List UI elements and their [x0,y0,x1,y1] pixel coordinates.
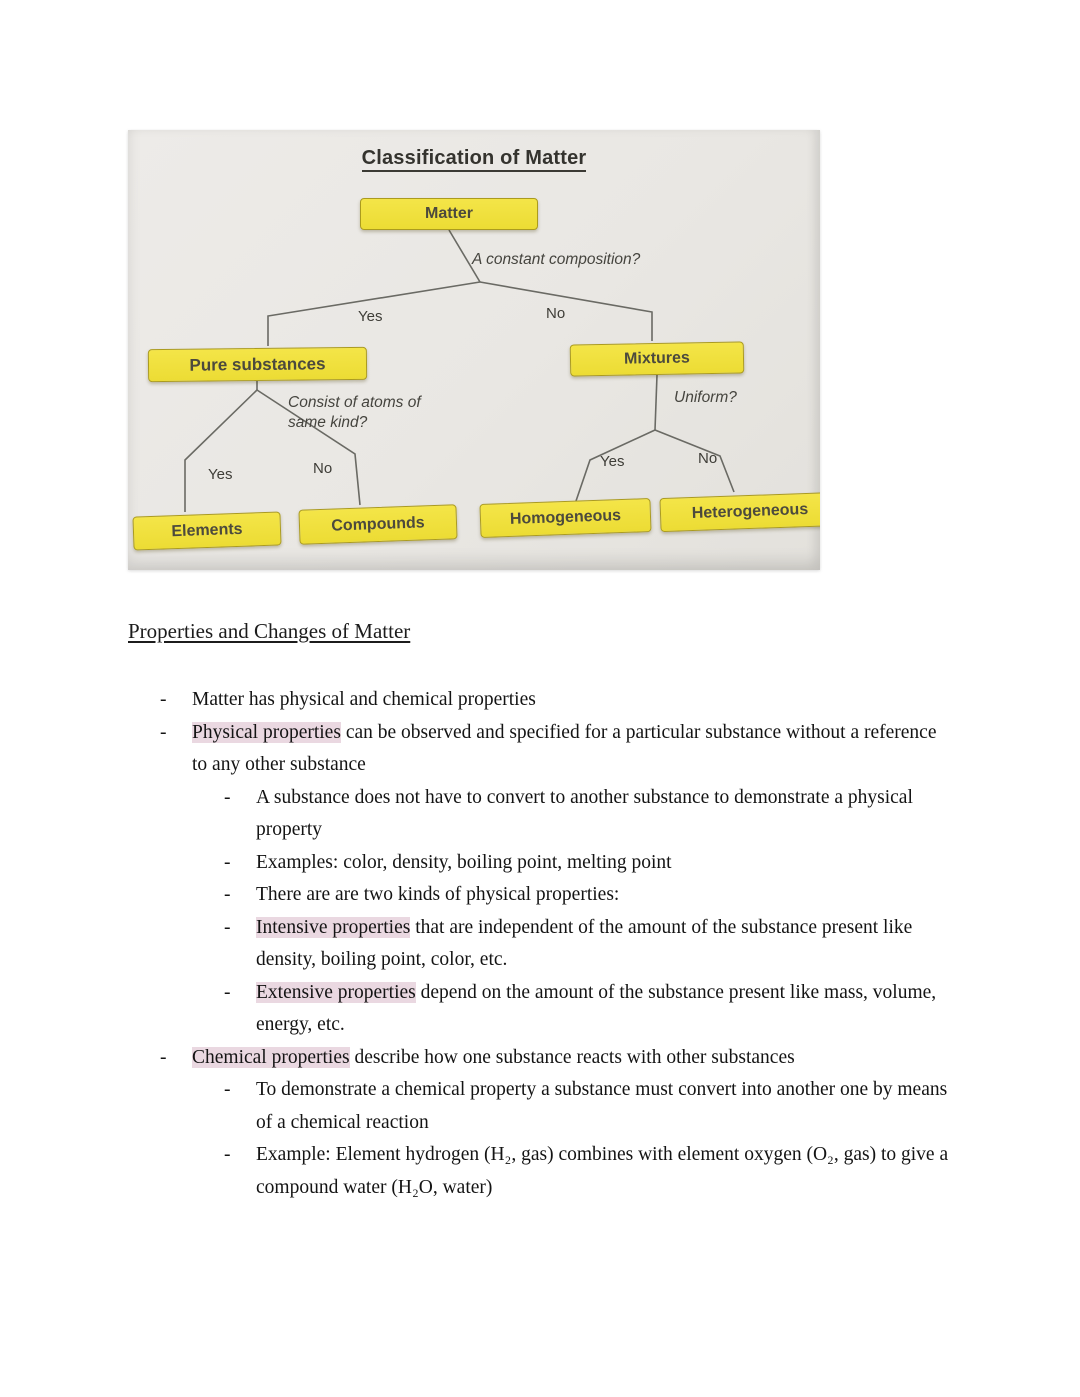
bullet-dash: - [224,786,231,808]
bullet-dash: - [224,851,231,873]
node-mixtures: Mixtures [570,341,745,376]
plain-text: that are independent of the amount of the substance present like density, boiling point, color, etc. [256,916,913,970]
question-constant-composition: A constant composition? [472,251,641,268]
bullet-dash: - [224,981,231,1003]
branch-label-no-3: No [698,450,718,467]
list-item-text [256,847,952,880]
list-item-text [256,782,952,847]
node-elements: Elements [132,511,281,550]
list-item [128,684,952,717]
plain-text: To demonstrate a chemical property a substance must convert into another one by means of a chemical reaction [256,1079,948,1133]
plain-text: A substance does not have to convert to another substance to demonstrate a physical property [256,786,913,840]
list-item [128,1139,952,1204]
node-pure-substances: Pure substances [148,347,367,382]
notes-section [128,616,952,1204]
section-heading: Properties and Changes of Matter [128,619,411,643]
highlighted-term: Physical properties [192,721,341,743]
figure-title: Classification of Matter [128,147,820,170]
list-item [128,782,952,847]
plain-text: Examples: color, density, boiling point, melting point [256,851,672,873]
list-item [128,717,952,782]
highlighted-term: Intensive properties [256,916,411,938]
list-item-text [256,1074,952,1139]
plain-text: Matter has physical and chemical properties [192,689,536,710]
bullet-dash: - [224,916,231,938]
plain-text: can be observed and specified for a particular substance without a reference to any other substance [192,721,937,775]
list-item-text [256,879,952,912]
list-item [128,847,952,880]
branch-label-yes-1: Yes [358,308,383,325]
node-heterogeneous: Heterogeneous [659,492,820,532]
list-item-text [256,912,952,977]
plain-text: depend on the amount of the substance present like mass, volume, energy, etc. [256,981,937,1035]
list-item-text [192,1042,952,1075]
plain-text: Example: Element hydrogen (H₂, gas) combines with element oxygen (O₂, gas) to give a compound water (H₂O, water) [256,1144,949,1198]
list-item [128,912,952,977]
highlighted-term: Chemical properties [192,1046,350,1068]
bullet-dash: - [160,689,167,710]
list-item [128,977,952,1042]
plain-text: describe how one substance reacts with other substances [349,1046,795,1068]
question-uniform: Uniform? [674,389,737,406]
question-atoms-same-kind: Consist of atoms of same kind? [288,394,421,431]
bullet-dash: - [224,884,231,905]
bullet-dash: - [160,721,167,743]
list-item-text [256,1139,952,1204]
bullet-dash: - [224,1079,231,1100]
list-item-text [256,977,952,1042]
node-compounds: Compounds [298,504,457,544]
notes-list [128,684,952,1204]
node-homogeneous: Homogeneous [479,498,651,538]
list-item [128,879,952,912]
bullet-dash: - [160,1046,167,1068]
branch-label-no-2: No [313,460,333,477]
classification-flowchart-image [128,130,820,570]
plain-text: There are are two kinds of physical properties: [256,884,620,905]
list-item-text [192,684,952,717]
branch-label-yes-3: Yes [600,453,625,470]
list-item [128,1074,952,1139]
highlighted-term: Extensive properties [256,981,416,1003]
list-item [128,1042,952,1075]
branch-label-no-1: No [546,305,566,322]
branch-label-yes-2: Yes [208,466,233,483]
node-matter: Matter [360,198,538,230]
bullet-dash: - [224,1144,231,1165]
list-item-text [192,717,952,782]
